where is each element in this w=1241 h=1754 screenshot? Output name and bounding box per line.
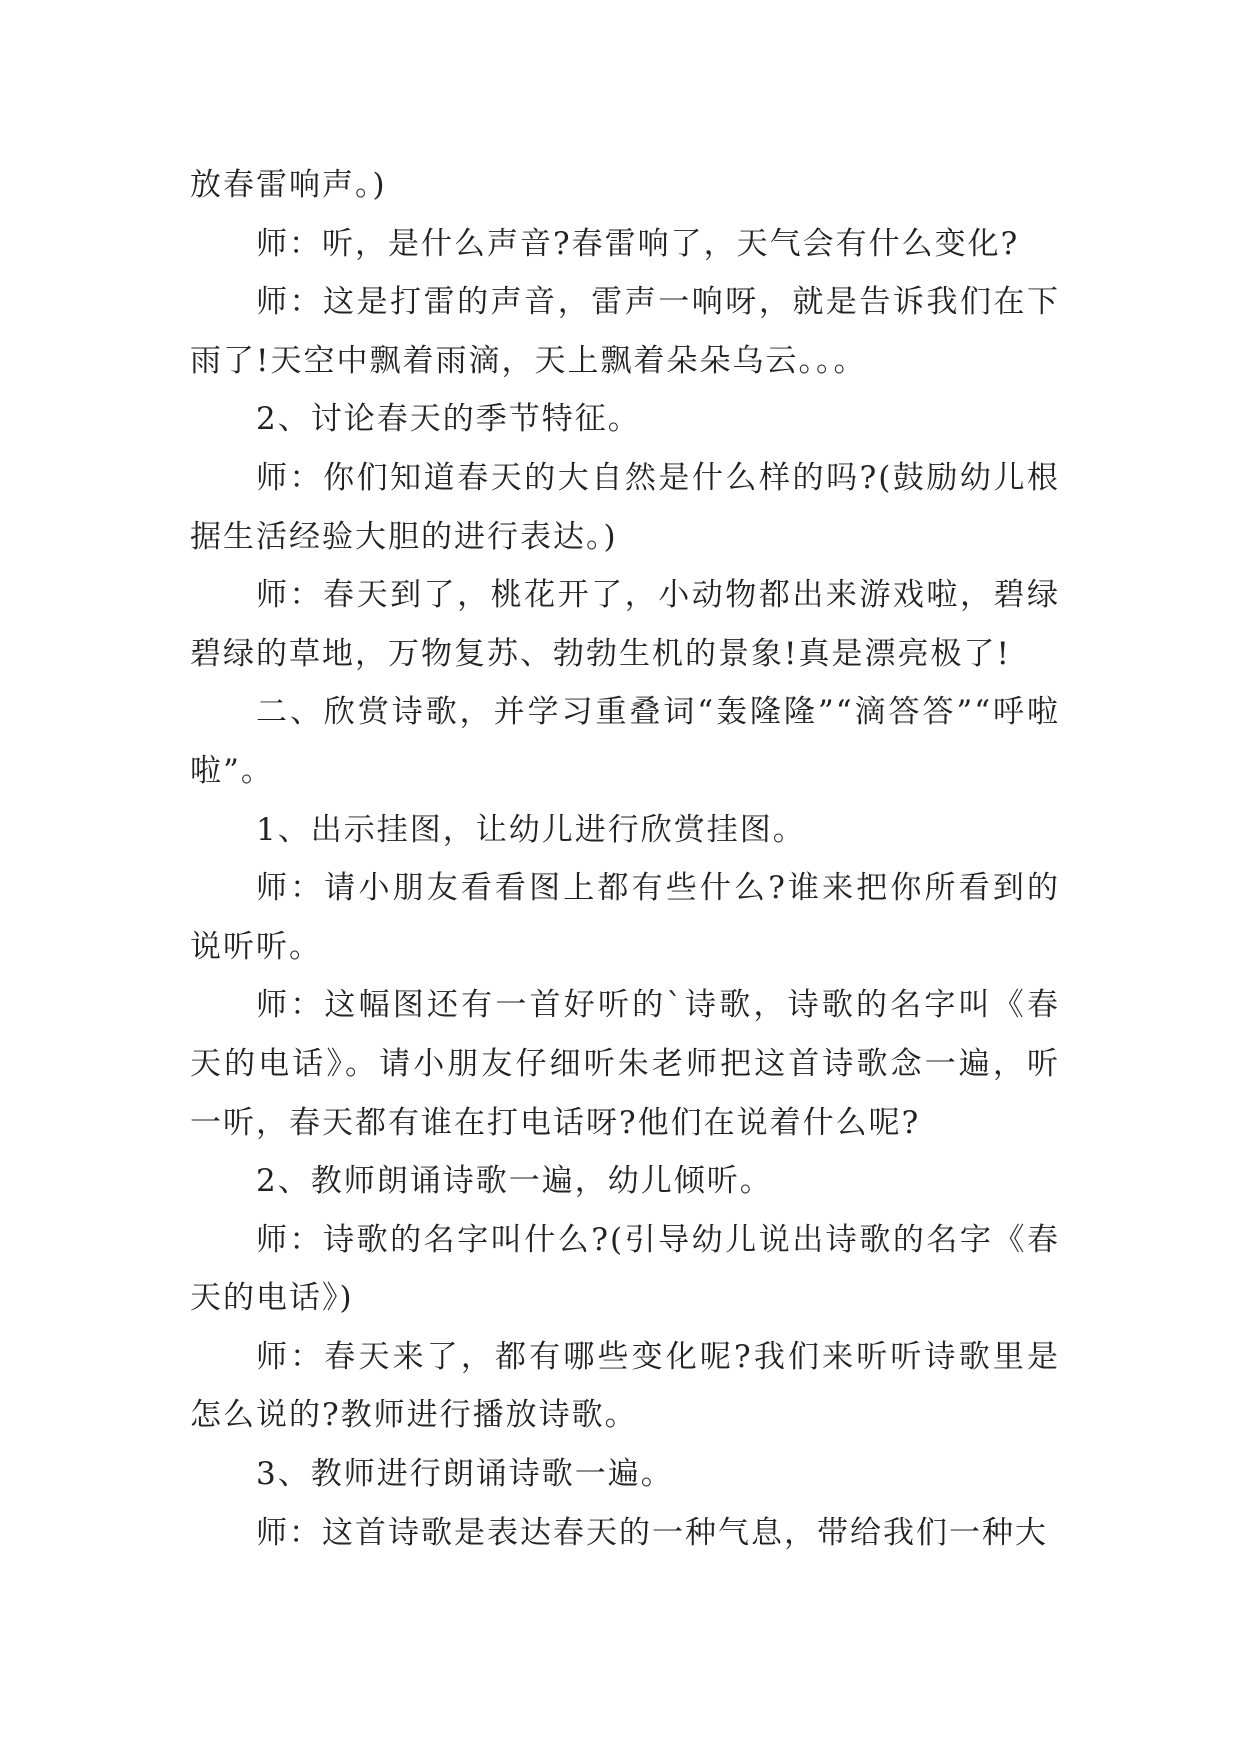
paragraph-12: 师：诗歌的名字叫什么?(引导幼儿说出诗歌的名字《春天的电话》): [190, 1221, 1060, 1317]
paragraph-8: 1、出示挂图，让幼儿进行欣赏挂图。: [256, 811, 806, 848]
paragraph-14: 3、教师进行朗诵诗歌一遍。: [256, 1456, 674, 1493]
paragraph-2: 师：听，是什么声音?春雷响了，天气会有什么变化?: [256, 225, 1020, 262]
paragraph-4: 2、讨论春天的季节特征。: [256, 401, 641, 438]
paragraph-3: 师：这是打雷的声音，雷声一响呀，就是告诉我们在下雨了!天空中飘着雨滴，天上飘着朵朵乌云。。。: [190, 284, 1060, 379]
paragraph-9: 师：请小朋友看看图上都有些什么?谁来把你所看到的说听听。: [190, 870, 1060, 965]
paragraph-5: 师：你们知道春天的大自然是什么样的吗?(鼓励幼儿根据生活经验大胆的进行表达。): [190, 459, 1060, 555]
paragraph-11: 2、教师朗诵诗歌一遍，幼儿倾听。: [256, 1163, 773, 1200]
paragraph-10: 师：这幅图还有一首好听的`诗歌，诗歌的名字叫《春天的电话》。请小朋友仔细听朱老师把这首诗歌念一遍，听一听，春天都有谁在打电话呀?他们在说着什么呢?: [190, 987, 1060, 1141]
document-body: [190, 156, 1060, 1562]
paragraph-6: 师：春天到了，桃花开了，小动物都出来游戏啦，碧绿碧绿的草地，万物复苏、勃勃生机的景象!真是漂亮极了!: [190, 577, 1060, 672]
paragraph-13: 师：春天来了，都有哪些变化呢?我们来听听诗歌里是怎么说的?教师进行播放诗歌。: [190, 1338, 1060, 1434]
paragraph-1: 放春雷响声。): [190, 167, 387, 203]
paragraph-15: 师：这首诗歌是表达春天的一种气息，带给我们一种大: [256, 1514, 1048, 1551]
paragraph-7: 二、欣赏诗歌，并学习重叠词“轰隆隆”“滴答答”“呼啦啦”。: [190, 694, 1060, 789]
